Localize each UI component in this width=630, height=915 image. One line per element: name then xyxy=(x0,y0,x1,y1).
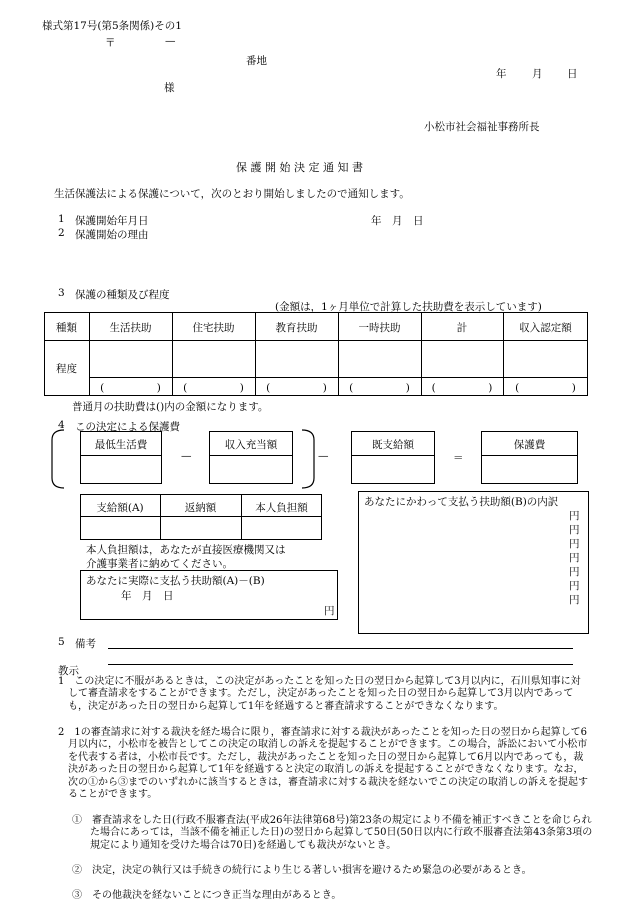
income-label: 収入充当額 xyxy=(224,439,278,451)
item2-number: 2 xyxy=(58,227,65,239)
equals-sign: ＝ xyxy=(453,452,464,464)
notes-title: 教示 xyxy=(58,665,79,677)
address-label: 番地 xyxy=(246,55,267,67)
item5-label: 備考 xyxy=(75,638,96,650)
proxy-yen-4: 円 xyxy=(569,552,580,564)
item4-label: この決定による保護費 xyxy=(75,421,180,433)
paid-label: 既支給額 xyxy=(372,439,414,451)
date-day: 日 xyxy=(567,68,578,80)
header-income: 収入認定額 xyxy=(519,322,572,334)
proxy-yen-5: 円 xyxy=(569,566,580,578)
date-month: 月 xyxy=(532,68,543,80)
proxy-yen-1: 円 xyxy=(569,510,580,522)
sub-note-3: ③ その他裁決を経ないことにつき正当な理由があるとき。 xyxy=(72,890,342,901)
benefit-label: 保護費 xyxy=(513,439,546,451)
header-type: 種類 xyxy=(56,322,77,334)
table-note: 普通月の扶助費は()内の金額になります。 xyxy=(72,401,269,413)
actual-pay-label: あなたに実際に支払う扶助額(A)－(B) xyxy=(86,575,265,587)
self-burden-note-line1: 本人負担額は，あなたが直接医療機関又は xyxy=(86,544,286,556)
actual-pay-date: 年 月 日 xyxy=(121,590,174,602)
postal-dash: — xyxy=(165,35,176,47)
proxy-yen-7: 円 xyxy=(569,594,580,606)
minus-sign-2: — xyxy=(318,450,329,462)
self-burden-note-line2: 介護事業者に納めてください。 xyxy=(86,558,233,570)
item1-date: 年 月 日 xyxy=(371,215,424,227)
sub-note-2: ② 決定，決定の執行又は手続きの続行により生じる著しい損害を避けるため緊急の必要があるとき。 xyxy=(72,865,532,876)
row-label-degree: 程度 xyxy=(56,363,77,375)
minus-sign-1: — xyxy=(181,450,192,462)
header-temporary: 一時扶助 xyxy=(358,322,401,334)
item3-label: 保護の種類及び程度 xyxy=(75,289,170,301)
sender-name: 小松市社会福祉事務所長 xyxy=(424,121,540,133)
paren-living: ( ) xyxy=(100,382,161,394)
paren-education: ( ) xyxy=(266,382,327,394)
header-self-burden: 本人負担額 xyxy=(255,502,308,514)
paren-temporary: ( ) xyxy=(349,382,410,394)
note-2: 2 1の審査請求に対する裁決を経た場合に限り，審査請求に対する裁決があったことを知った日の翌日から起算して6月以内に，小松市を被告としてこの決定の取消しの訴えを提起することができます。この場合，訴訟において小松市を代表する者は，小松市長です。ただし，裁決があったことを知った日の翌日から起算して6月以内であっても，裁決があった日の翌日から起算して1年を経過すると決定の取消しの訴えを提起することができなくなります。なお，次の①から③までのいずれかに該当するときは，審査請求に対する裁決を経ないでこの決定の取消しの訴えを提起することができます。 xyxy=(58,727,588,801)
form-number: 様式第17号(第5条関係)その1 xyxy=(42,20,182,32)
item2-label: 保護開始の理由 xyxy=(75,229,149,241)
proxy-yen-3: 円 xyxy=(569,538,580,550)
proxy-payment-box xyxy=(358,491,589,634)
date-year: 年 xyxy=(496,68,507,80)
paren-income: ( ) xyxy=(515,382,576,394)
min-living-label: 最低生活費 xyxy=(94,439,148,451)
proxy-yen-6: 円 xyxy=(569,580,580,592)
item4-number: 4 xyxy=(58,419,65,431)
item5-number: 5 xyxy=(58,636,65,648)
recipient-suffix: 様 xyxy=(164,82,175,94)
actual-pay-yen: 円 xyxy=(324,605,335,617)
header-payment-a: 支給額(A) xyxy=(96,502,144,514)
remarks-line-1 xyxy=(108,648,573,649)
item1-label: 保護開始年月日 xyxy=(75,215,149,227)
sub-note-1: ① 審査請求をした日(行政不服審査法(平成26年法律第68号)第23条の規定により不備を補正すべきことを命じられた場合にあっては，当該不備を補正した日)の翌日から起算して50日(50日以内に行政不服審査法第43条第3項の規定により通知を受けた場合は70日)を経過しても裁決がないとき。 xyxy=(72,815,593,851)
document-title: 保 護 開 始 決 定 通 知 書 xyxy=(236,161,363,174)
item3-note: (金額は，1ヶ月単位で計算した扶助費を表示しています) xyxy=(275,301,542,313)
postal-mark: 〒 xyxy=(105,37,116,49)
header-living: 生活扶助 xyxy=(109,322,152,334)
paren-total: ( ) xyxy=(431,382,493,394)
item1-number: 1 xyxy=(58,213,65,225)
proxy-payment-label: あなたにかわって支払う扶助額(B)の内訳 xyxy=(364,496,559,508)
proxy-yen-2: 円 xyxy=(569,524,580,536)
item3-number: 3 xyxy=(58,287,65,299)
note-1: 1 この決定に不服があるときは，この決定があったことを知った日の翌日から起算して3月以内に，石川県知事に対して審査請求をすることができます。ただし，決定があったことを知った日の翌日から起算して3月以内であっても，決定があった日の翌日から起算して1年を経過すると審査請求することができなくなります。 xyxy=(58,676,581,712)
header-total: 計 xyxy=(456,322,468,334)
header-education: 教育扶助 xyxy=(275,322,318,334)
intro-text: 生活保護法による保護について，次のとおり開始しましたので通知します。 xyxy=(54,188,410,200)
header-housing: 住宅扶助 xyxy=(192,322,235,334)
paren-housing: ( ) xyxy=(183,382,244,394)
header-refund: 返納額 xyxy=(184,502,217,514)
remarks-line-2 xyxy=(108,664,573,665)
